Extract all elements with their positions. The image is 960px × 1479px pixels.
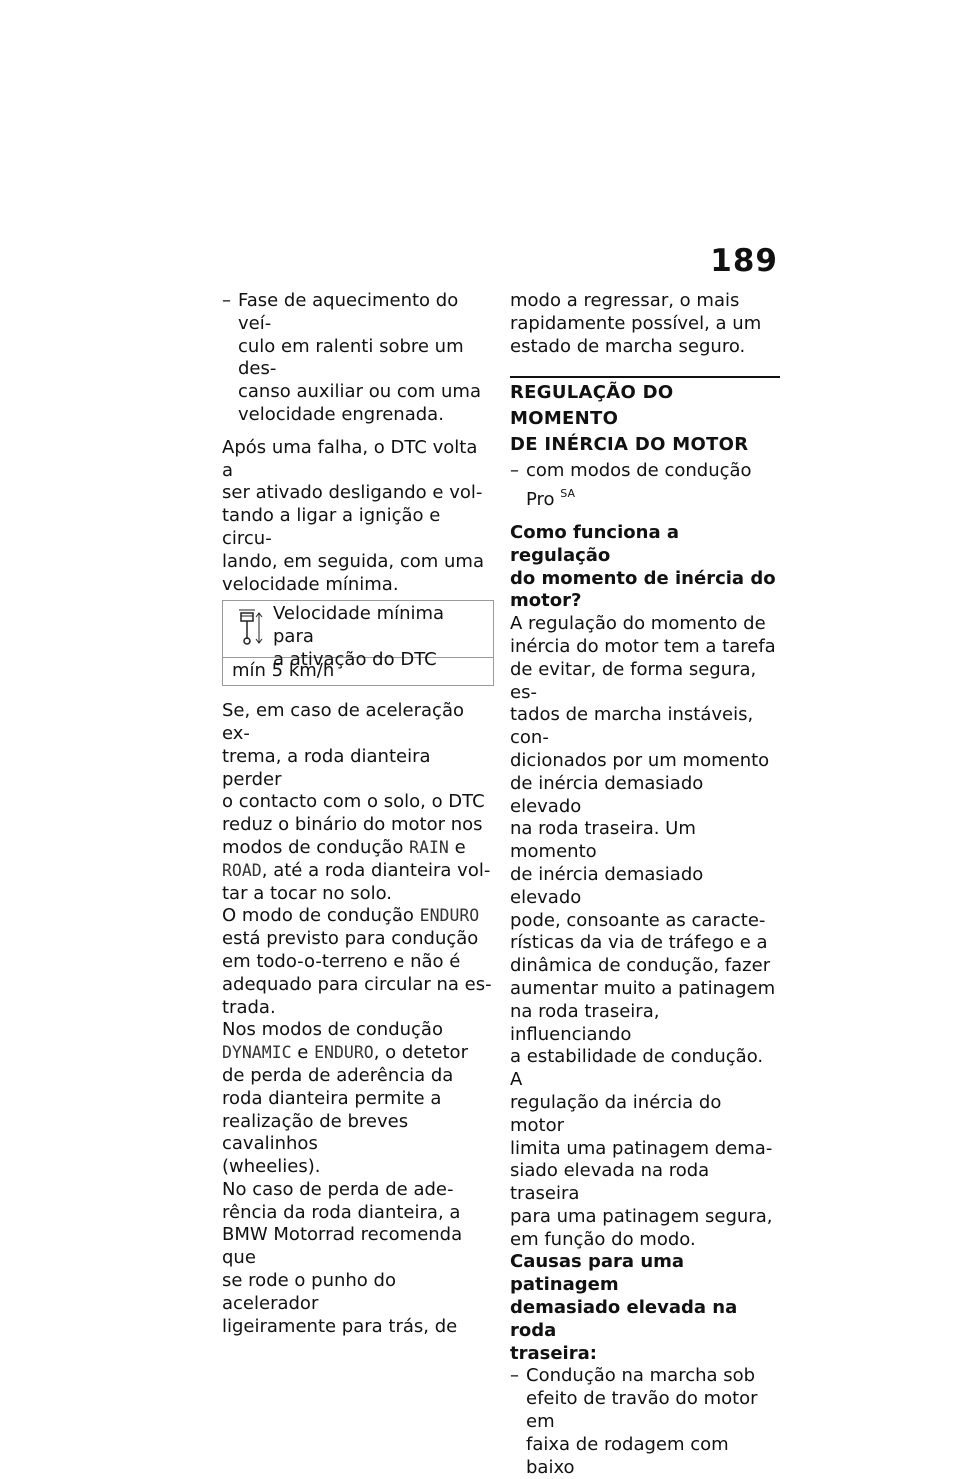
mode-enduro: ENDURO (314, 1043, 374, 1063)
text-line: de inércia demasiado elevado (510, 772, 704, 817)
text-line: para uma patinagem segura, (510, 1205, 773, 1227)
text-line: em todo-o-terreno e não é (222, 950, 461, 972)
mode-enduro: ENDURO (419, 906, 480, 926)
right-column (510, 290, 780, 1479)
text-line: ser ativado desligando e vol- (222, 482, 483, 504)
text-line: No caso de perda de ade- (222, 1178, 454, 1200)
text-line: trema, a roda dianteira perder (222, 745, 431, 790)
text-line: estado de marcha seguro. (510, 335, 746, 357)
text-line: aumentar muito a patinagem (510, 977, 776, 999)
dash-marker: – (510, 1365, 519, 1387)
text-line: BMW Motorrad recomenda que (222, 1224, 463, 1269)
text-line: Nos modos de condução (222, 1019, 443, 1041)
bullet-engine-braking (510, 1365, 780, 1479)
text-line: pode, consoante as caracte- (510, 909, 766, 931)
dash-marker: – (222, 290, 231, 311)
text-line: traseira: (510, 1342, 597, 1364)
text-line: reduz o binário do motor nos (222, 814, 483, 836)
paragraph-wheelies (222, 1019, 492, 1179)
section-title (510, 376, 780, 458)
left-column (222, 290, 492, 1338)
text-line: velocidade engrenada. (238, 403, 444, 425)
text-span: Pro (526, 489, 555, 511)
text-line: Causas para uma patinagem (510, 1251, 685, 1296)
text-line: de inércia demasiado elevado (510, 863, 704, 908)
subheading-causes (510, 1251, 780, 1365)
text-line: o contacto com o solo, o DTC (222, 791, 485, 813)
text-line: do momento de inércia do (510, 567, 776, 589)
text-span: O modo de condução (222, 905, 420, 927)
text-line: regulação da inércia do motor (510, 1091, 722, 1136)
text-line: inércia do motor tem a tarefa (510, 635, 776, 657)
text-line: trada. (222, 996, 276, 1018)
text-line: efeito de travão do motor em (526, 1388, 758, 1433)
text-span: modos de condução (222, 836, 410, 858)
text-line: tando a ligar a ignição e circu- (222, 505, 441, 549)
text-line (222, 905, 492, 928)
text-line: na roda traseira, influenciando (510, 1000, 660, 1045)
text-line (222, 837, 492, 860)
text-line: ligeiramente para trás, de (222, 1315, 458, 1337)
text-line: adequado para circular na es- (222, 973, 492, 995)
text-line (222, 860, 492, 883)
text-line (526, 483, 780, 512)
text-line: realização de breves cavalinhos (222, 1110, 409, 1155)
text-span: e (448, 836, 466, 858)
text-line: Velocidade mínima para (273, 603, 445, 648)
text-line: tados de marcha instáveis, con- (510, 704, 754, 749)
text-line: está previsto para condução (222, 928, 479, 950)
paragraph-enduro-mode (222, 905, 492, 1019)
text-line: a ativação do DTC (273, 648, 437, 670)
text-line: rísticas da via de tráfego e a (510, 932, 768, 954)
text-line: canso auxiliar ou com uma (238, 381, 481, 403)
text-line: (wheelies). (222, 1156, 321, 1178)
text-span: e (291, 1042, 315, 1064)
text-line: DE INÉRCIA DO MOTOR (510, 434, 749, 456)
text-line: faixa de rodagem com baixo (526, 1433, 729, 1478)
text-line: demasiado elevada na roda (510, 1297, 738, 1341)
paragraph-front-wheel-lift (222, 700, 492, 905)
text-line (222, 1042, 492, 1065)
mode-rain: RAIN (409, 837, 449, 857)
text-line: modo a regressar, o mais (510, 290, 740, 311)
mode-dynamic: DYNAMIC (222, 1043, 292, 1063)
bullet-warmup (222, 290, 492, 427)
text-line: motor? (510, 590, 582, 612)
spec-value: mín 5 km/h (232, 660, 335, 682)
engine-piston-icon (237, 609, 267, 649)
text-line: dinâmica de condução, fazer (510, 955, 771, 977)
text-line: Condução na marcha sob (526, 1365, 756, 1387)
paragraph-recommendation (222, 1179, 492, 1339)
spec-label (273, 603, 488, 671)
text-span: , até a roda dianteira vol- (261, 859, 491, 881)
text-line: culo em ralenti sobre um des- (238, 335, 464, 380)
text-line: rapidamente possível, a um (510, 312, 762, 334)
text-line: em função do modo. (510, 1228, 696, 1250)
text-line: Se, em caso de aceleração ex- (222, 700, 464, 744)
text-line: roda dianteira permite a (222, 1087, 442, 1109)
bullet-pro-modes (510, 460, 780, 512)
text-line: A regulação do momento de (510, 613, 766, 635)
text-line: se rode o punho do acelerador (222, 1270, 396, 1314)
text-line: limita uma patinagem dema- (510, 1137, 773, 1159)
text-line: dicionados por um momento (510, 749, 770, 771)
paragraph-dtc-reactivation (222, 437, 492, 597)
text-line: velocidade mínima. (222, 573, 399, 595)
text-line: a estabilidade de condução. A (510, 1046, 764, 1091)
text-line: Como funciona a regulação (510, 521, 680, 566)
paragraph-inertia-explanation (510, 613, 780, 1251)
special-equipment-mark: SA (560, 487, 576, 501)
paragraph-continuation (510, 290, 780, 358)
text-line: lando, em seguida, com uma (222, 550, 484, 572)
text-line: rência da roda dianteira, a (222, 1201, 461, 1223)
spec-table (222, 600, 494, 686)
page-number: 189 (710, 243, 778, 279)
mode-road: ROAD (222, 860, 262, 880)
text-line: siado elevada na roda traseira (510, 1160, 710, 1205)
text-span: , o detetor (373, 1042, 468, 1064)
text-line: Fase de aquecimento do veí- (238, 290, 459, 334)
text-line: tar a tocar no solo. (222, 882, 393, 904)
text-line: na roda traseira. Um momento (510, 818, 696, 863)
dash-marker: – (510, 460, 519, 482)
text-line: Após uma falha, o DTC volta a (222, 436, 478, 481)
spec-header (223, 601, 493, 670)
text-line: REGULAÇÃO DO MOMENTO (510, 382, 674, 430)
text-line: de perda de aderência da (222, 1064, 454, 1086)
subheading-how-it-works (510, 522, 780, 613)
text-line: de evitar, de forma segura, es- (510, 658, 757, 703)
text-line: com modos de condução (526, 460, 752, 482)
